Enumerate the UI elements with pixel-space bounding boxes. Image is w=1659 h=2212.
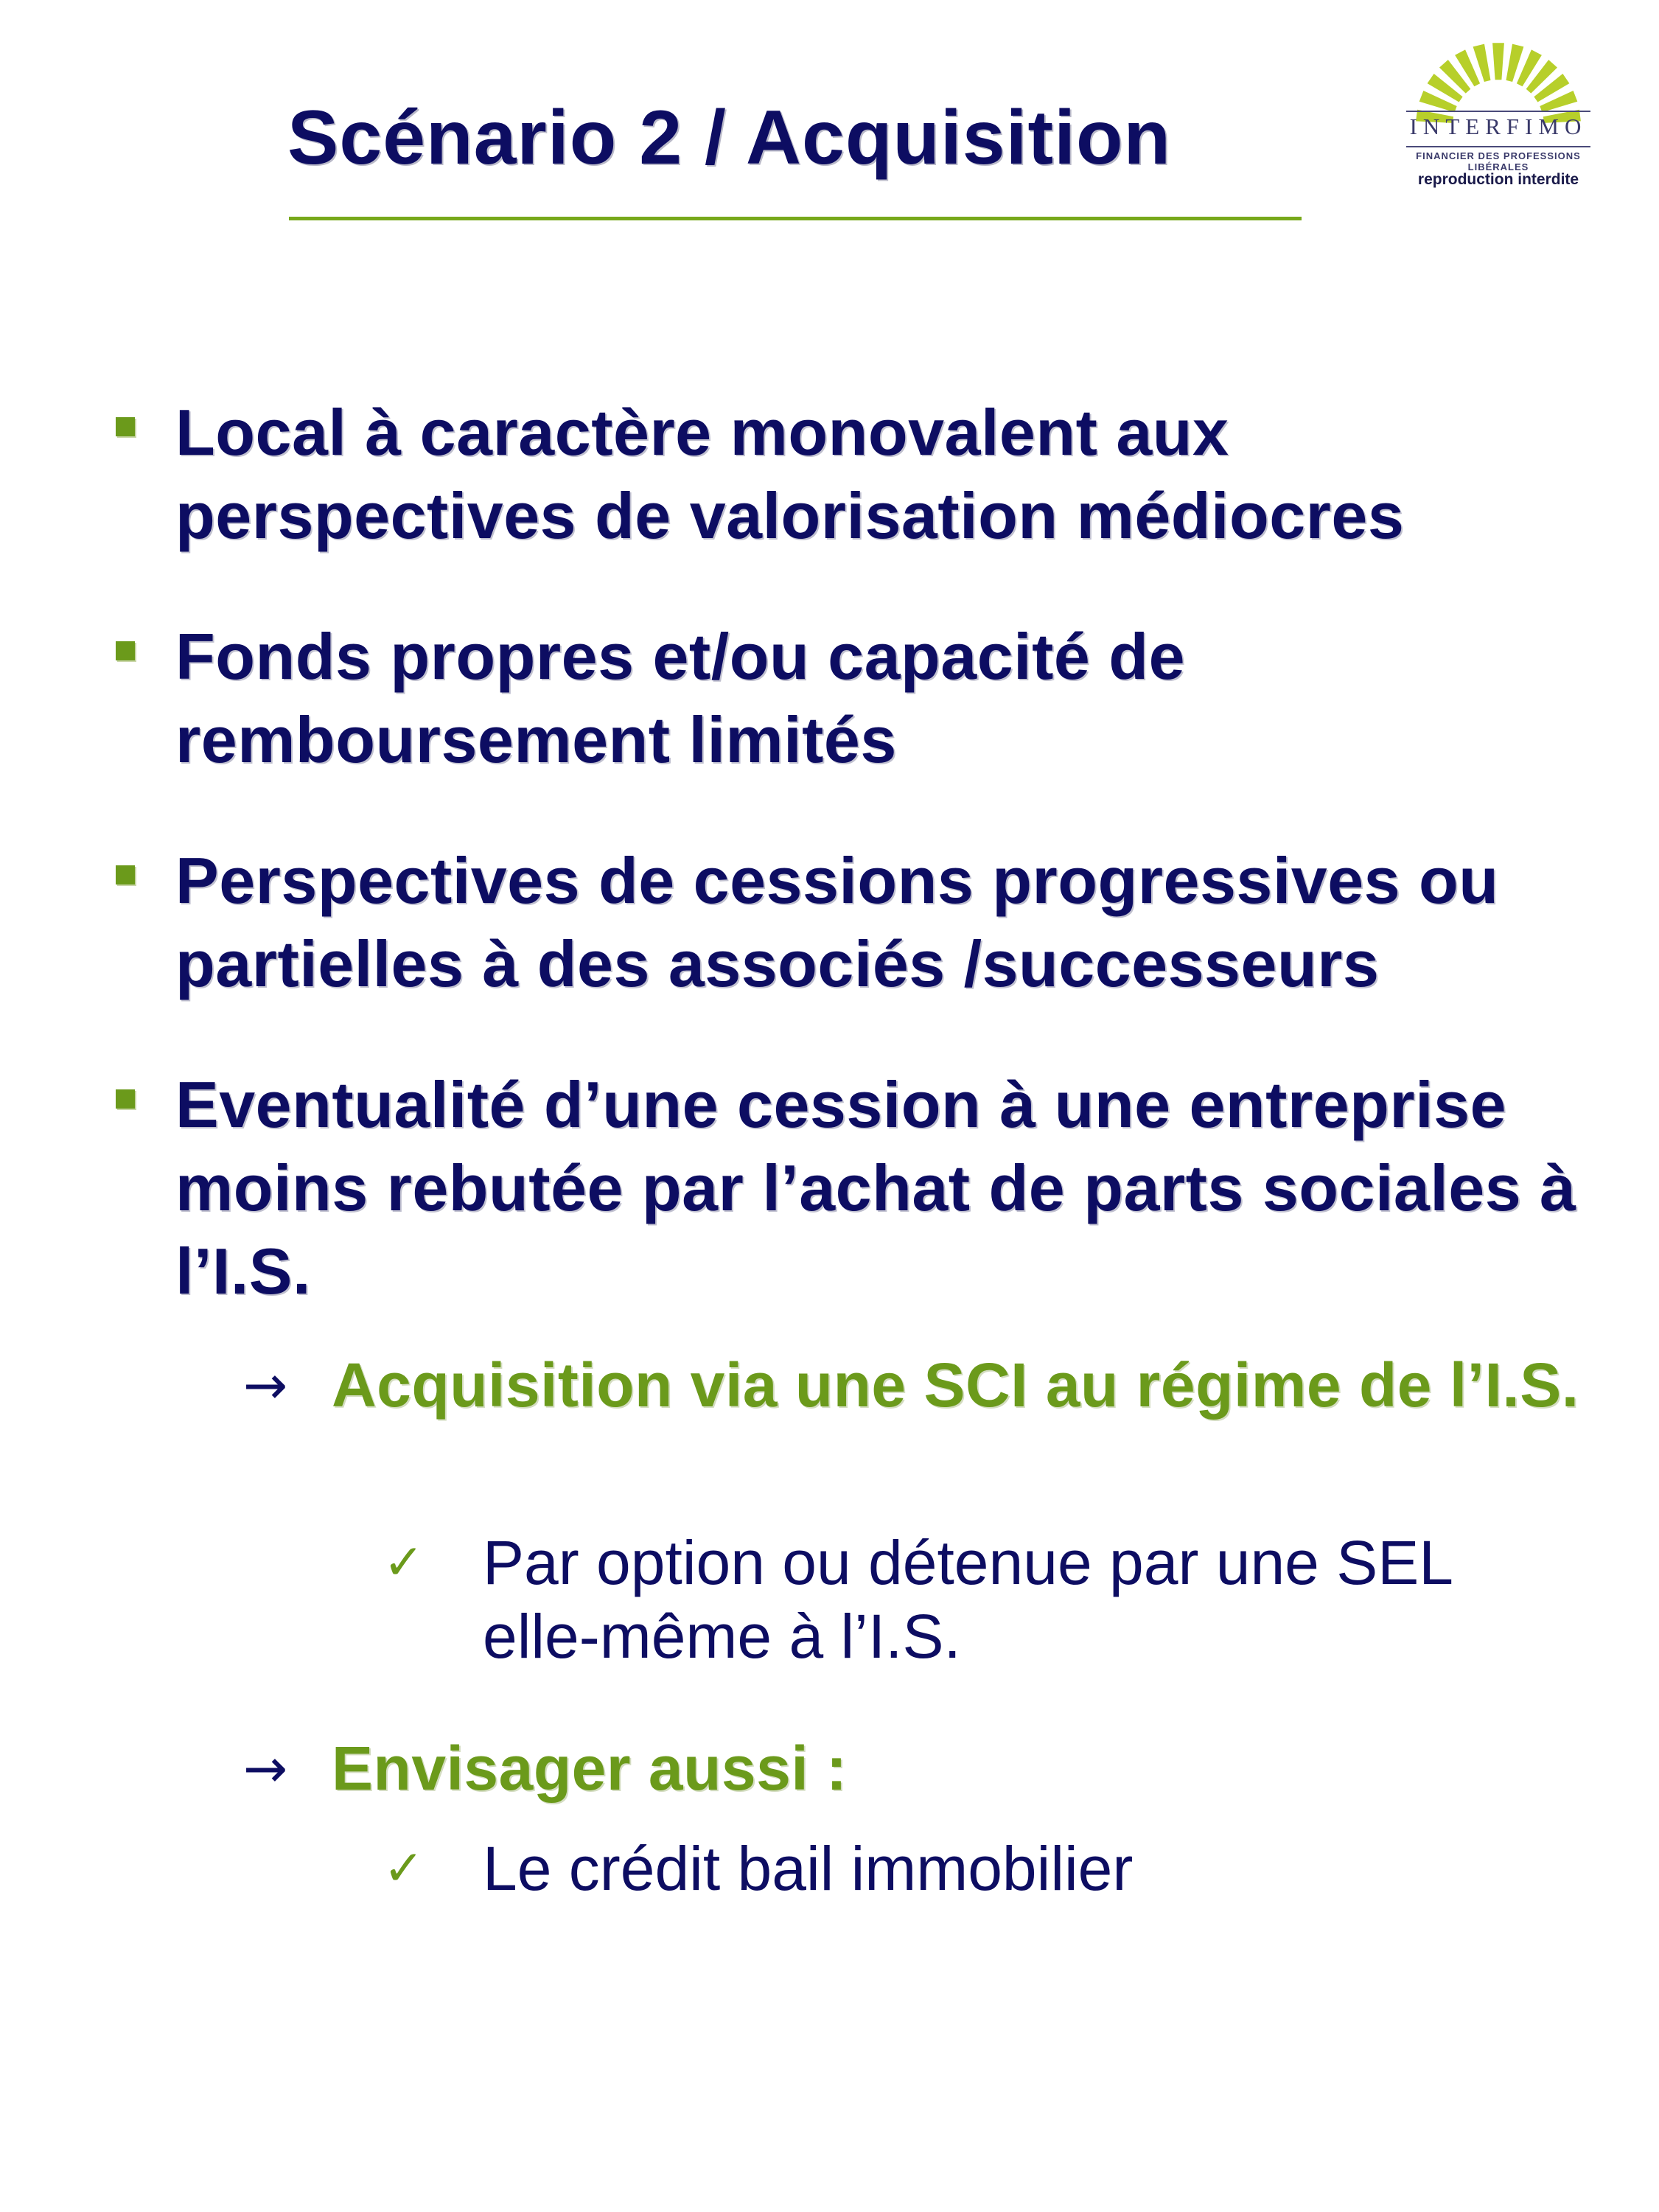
- logo-rule-top: [1406, 111, 1590, 112]
- sun-ray: [1492, 43, 1504, 80]
- detail-item: [383, 1526, 1562, 1673]
- conclusion-text: Envisager aussi :: [332, 1734, 848, 1803]
- detail-text: Le crédit bail immobilier: [483, 1834, 1134, 1903]
- square-bullet-icon: [116, 641, 135, 660]
- bullet-text: Local à caractère monovalent aux perspectives de valorisation médiocres: [175, 396, 1405, 552]
- square-bullet-icon: [116, 417, 135, 436]
- logo-tagline: FINANCIER DES PROFESSIONS LIBÉRALES: [1416, 150, 1581, 172]
- conclusion-text: Acquisition via une SCI au régime de l’I.S.: [332, 1350, 1579, 1420]
- bullet-text: Perspectives de cessions progressives ou partielles à des associés /successeurs: [175, 844, 1499, 1000]
- logo-name: INTERFIMO: [1409, 114, 1588, 139]
- bullet-item: [111, 391, 1585, 557]
- detail-text: Par option ou détenue par une SEL elle-même à l’I.S.: [483, 1528, 1451, 1671]
- conclusion-item: [243, 1728, 1607, 1808]
- sunburst-logo-icon: [1391, 31, 1605, 123]
- reproduction-notice: reproduction interdite: [1417, 171, 1579, 188]
- bullet-item: [111, 839, 1585, 1005]
- checkmark-icon: ✓: [383, 1534, 425, 1591]
- bullet-text: Eventualité d’une cession à une entreprise moins rebutée par l’achat de parts sociales à l’I.S.: [175, 1068, 1576, 1308]
- title-underline: [289, 217, 1302, 220]
- arrow-right-icon: →: [243, 1354, 288, 1416]
- bullet-text: Fonds propres et/ou capacité de remboursement limités: [175, 620, 1186, 776]
- interfimo-logo: [1391, 31, 1605, 200]
- square-bullet-icon: [116, 865, 135, 885]
- arrow-right-icon: →: [243, 1737, 288, 1799]
- slide-title: Scénario 2 / Acquisition: [287, 95, 1172, 181]
- bullet-item: [111, 1063, 1585, 1313]
- conclusion-item: [243, 1345, 1607, 1425]
- square-bullet-icon: [116, 1089, 135, 1109]
- detail-item: [383, 1832, 1562, 1905]
- logo-rule-bottom: [1406, 146, 1590, 147]
- bullet-list: [111, 391, 1585, 1370]
- bullet-item: [111, 615, 1585, 781]
- checkmark-icon: ✓: [383, 1840, 425, 1897]
